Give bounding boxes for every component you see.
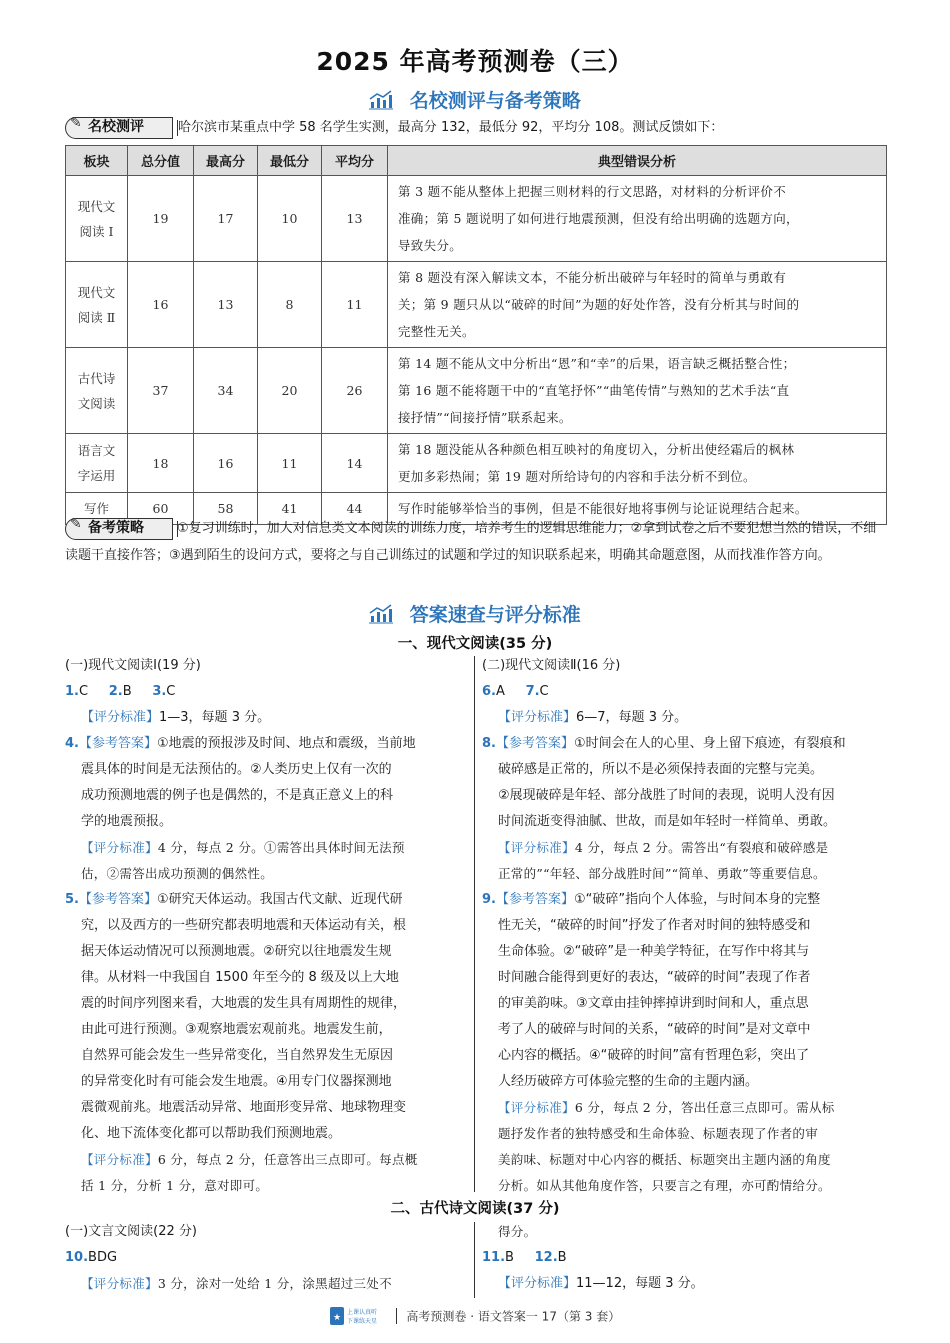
analysis-cell: 第 18 题没能从各种颜色相互映衬的角度切入，分析出使经霜后的枫林 更加多彩热闹；第 19 题对所给诗句的内容和手法分析不到位。 [388, 434, 887, 493]
scoring-standard-q5: 【评分标准】6 分，每点 2 分，任意答出三点即可。每点概 括 1 分，分析 1 分，意对即可。 [81, 1152, 418, 1193]
scoring-standard: 【评分标准】1—3，每题 3 分。 [81, 710, 271, 725]
subsection-title: (一)文言文阅读(22 分) [65, 1224, 197, 1239]
page-footer [0, 1305, 950, 1327]
total-cell: 37 [128, 348, 194, 434]
max-cell: 34 [194, 348, 258, 434]
part-title: 一、现代文阅读(35 分) [397, 636, 553, 652]
min-cell: 20 [258, 348, 322, 434]
table-row [66, 434, 887, 493]
max-cell: 17 [194, 176, 258, 262]
column-header: 最高分 [194, 146, 258, 176]
block-cell: 古代诗 文阅读 [66, 348, 128, 434]
section-header-answers [0, 600, 950, 627]
total-cell: 60 [128, 493, 194, 525]
stats-table [65, 145, 887, 525]
feather-icon: ✎ [70, 115, 82, 131]
svg-text:上课认真听: 上课认真听 [346, 1309, 377, 1316]
svg-text:★: ★ [332, 1313, 341, 1323]
scoring-standard: 【评分标准】11—12，每题 3 分。 [498, 1276, 704, 1291]
scoring-standard-q8: 【评分标准】4 分，每点 2 分。需答出“有裂痕和破碎感是 正常的”“年轻、部分战胜时间”“简单、勇敢”等重要信息。 [498, 840, 829, 881]
bar-chart-icon [369, 604, 393, 624]
answer-q9: 9.【参考答案】①“破碎”指向个人体验，与时间本身的完整 性无关，“破碎的时间”抒发了作者对时间的独特感受和 生命体验。②“破碎”是一种美学特征，在写作中将其与 时间融合能得到更好的表达，“破碎的时间”表现了作者 的审美韵味。③文章由挂钟摔掉讲到时间和人，重点思 考了人的破碎与时间的关系，“破碎的时间”是对文章中 心内容的概括。④“破碎的时间”富有哲理色彩，突出了 人经历破碎方可体验完整的生命的主题内涵。 [482, 892, 821, 1089]
section-title: 名校测评与备考策略 [409, 90, 581, 112]
column-header: 最低分 [258, 146, 322, 176]
avg-cell: 44 [322, 493, 388, 525]
table-row [66, 348, 887, 434]
analysis-cell: 第 14 题不能从文中分析出“恩”和“幸”的后果，语言缺乏概括整合性； 第 16 题不能将题干中的“直笔抒怀”“曲笔传情”与熟知的艺术手法“直 接抒情”“间接抒情”联系起来。 [388, 348, 887, 434]
column-header: 平均分 [322, 146, 388, 176]
continued-text: 得分。 [498, 1224, 537, 1239]
min-cell: 11 [258, 434, 322, 493]
subsection-title: (二)现代文阅读Ⅱ(16 分) [482, 658, 621, 673]
answer-q8: 8.【参考答案】①时间会在人的心里、身上留下痕迹，有裂痕和 破碎感是正常的，所以不是必须保持表面的完整与完美。 ②展现破碎是年轻、部分战胜了时间的表现，说明人没有因 时间流逝变得油腻、世故，而是如年轻时一样简单、勇敢。 [482, 736, 846, 829]
column-header: 总分值 [128, 146, 194, 176]
min-cell: 10 [258, 176, 322, 262]
table-row [66, 176, 887, 262]
right-column [482, 653, 887, 1199]
eval-tag [65, 117, 173, 139]
mc-answers: 10.BDG [65, 1250, 118, 1265]
section-header-evaluation [0, 86, 950, 113]
mc-answers: 1.C 2.B 3.C [65, 684, 176, 699]
scoring-standard: 【评分标准】6—7，每题 3 分。 [498, 710, 688, 725]
scoring-standard-q4: 【评分标准】4 分，每点 2 分。①需答出具体时间无法预 估，②需答出成功预测的偶然性。 [81, 840, 405, 881]
analysis-cell: 写作时能够举恰当的事例，但是不能很好地将事例与论证说理结合起来。 [388, 493, 887, 525]
left-column-part2 [65, 1219, 470, 1297]
svg-text:下课练天星: 下课练天星 [346, 1318, 377, 1325]
part-title: 二、古代诗文阅读(37 分) [390, 1201, 560, 1217]
feather-icon: ✎ [70, 516, 82, 532]
scoring-standard-q10: 【评分标准】3 分，涂对一处给 1 分，涂黑超过三处不 [81, 1276, 392, 1291]
left-column [65, 653, 470, 1199]
table-row [66, 262, 887, 348]
max-cell: 13 [194, 262, 258, 348]
answer-q4: 4.【参考答案】①地震的预报涉及时间、地点和震级，当前地 震具体的时间是无法预估的。②人类历史上仅有一次的 成功预测地震的例子也是偶然的，不是真正意义上的科 学的地震预报。 [65, 736, 416, 829]
column-divider [474, 656, 475, 1192]
block-cell: 现代文 阅读 Ⅱ [66, 262, 128, 348]
block-cell: 写作 [66, 493, 128, 525]
eval-intro: 哈尔滨市某重点中学 58 名学生实测，最高分 132，最低分 92，平均分 108。测试反馈如下： [178, 120, 724, 135]
total-cell: 18 [128, 434, 194, 493]
mc-answers: 6.A 7.C [482, 684, 549, 699]
block-cell: 现代文 阅读 Ⅰ [66, 176, 128, 262]
right-column-part2 [482, 1219, 887, 1297]
analysis-cell: 第 3 题不能从整体上把握三则材料的行文思路，对材料的分析评价不 准确；第 5 题说明了如何进行地震预测，但没有给出明确的选题方向， 导致失分。 [388, 176, 887, 262]
avg-cell: 13 [322, 176, 388, 262]
publisher-logo [330, 1305, 386, 1327]
block-cell: 语言文 字运用 [66, 434, 128, 493]
min-cell: 41 [258, 493, 322, 525]
max-cell: 16 [194, 434, 258, 493]
eval-tag-label: 名校测评 [88, 119, 144, 135]
avg-cell: 11 [322, 262, 388, 348]
total-cell: 19 [128, 176, 194, 262]
section-title: 答案速查与评分标准 [409, 604, 581, 626]
avg-cell: 14 [322, 434, 388, 493]
column-divider [474, 1222, 475, 1298]
table-header-row [66, 146, 887, 176]
page-title: 2025 年高考预测卷（三） [316, 47, 634, 76]
column-header: 典型错误分析 [388, 146, 887, 176]
scoring-standard-q9: 【评分标准】6 分，每点 2 分，答出任意三点即可。需从标 题抒发作者的独特感受和生命体验、标题表现了作者的审 美韵味、标题对中心内容的概括、标题突出主题内涵的角度 分析。如从其他角度作答，只要言之有理，亦可酌情给分。 [498, 1100, 835, 1193]
strategy-text: ①复习训练时，加大对信息类文本阅读的训练力度，培养考生的逻辑思维能力；②拿到试卷之后不要犯想当然的错误，不细读题干直接作答；③遇到陌生的设问方式，要将之与自己训练过的试题和学过的知识联系起来，明确其命题意图，从而找准作答方向。 [65, 521, 877, 563]
mc-answers: 11.B 12.B [482, 1250, 567, 1265]
bar-chart-icon [369, 90, 393, 110]
strategy-tag-label: 备考策略 [88, 520, 144, 536]
max-cell: 58 [194, 493, 258, 525]
footer-text: 高考预测卷 · 语文答案一 17（第 3 套） [406, 1309, 621, 1324]
total-cell: 16 [128, 262, 194, 348]
min-cell: 8 [258, 262, 322, 348]
column-header: 板块 [66, 146, 128, 176]
analysis-cell: 第 8 题没有深入解读文本，不能分析出破碎与年轻时的简单与勇敢有 关；第 9 题只从以“破碎的时间”为题的好处作答，没有分析其与时间的 完整性无关。 [388, 262, 887, 348]
avg-cell: 26 [322, 348, 388, 434]
subsection-title: (一)现代文阅读Ⅰ(19 分) [65, 658, 201, 673]
answer-q5: 5.【参考答案】①研究天体运动。我国古代文献、近现代研 究，以及西方的一些研究都表明地震和天体运动有关，根 据天体运动情况可以预测地震。②研究以往地震发生规 律。从材料一中我国自 1500 年至今的 8 级及以上大地 震的时间序列图来看，大地震的发生具有周期性的规律， 由此可进行预测。③观察地震宏观前兆。地震发生前， 自然界可能会发生一些异常变化，当自然界发生无原因 的异常变化时有可能会发生地震。④用专门仪器探测地 震微观前兆。地震活动异常、地面形变异常、地球物理变 化、地下流体变化都可以帮助我们预测地震。 [65, 892, 407, 1141]
